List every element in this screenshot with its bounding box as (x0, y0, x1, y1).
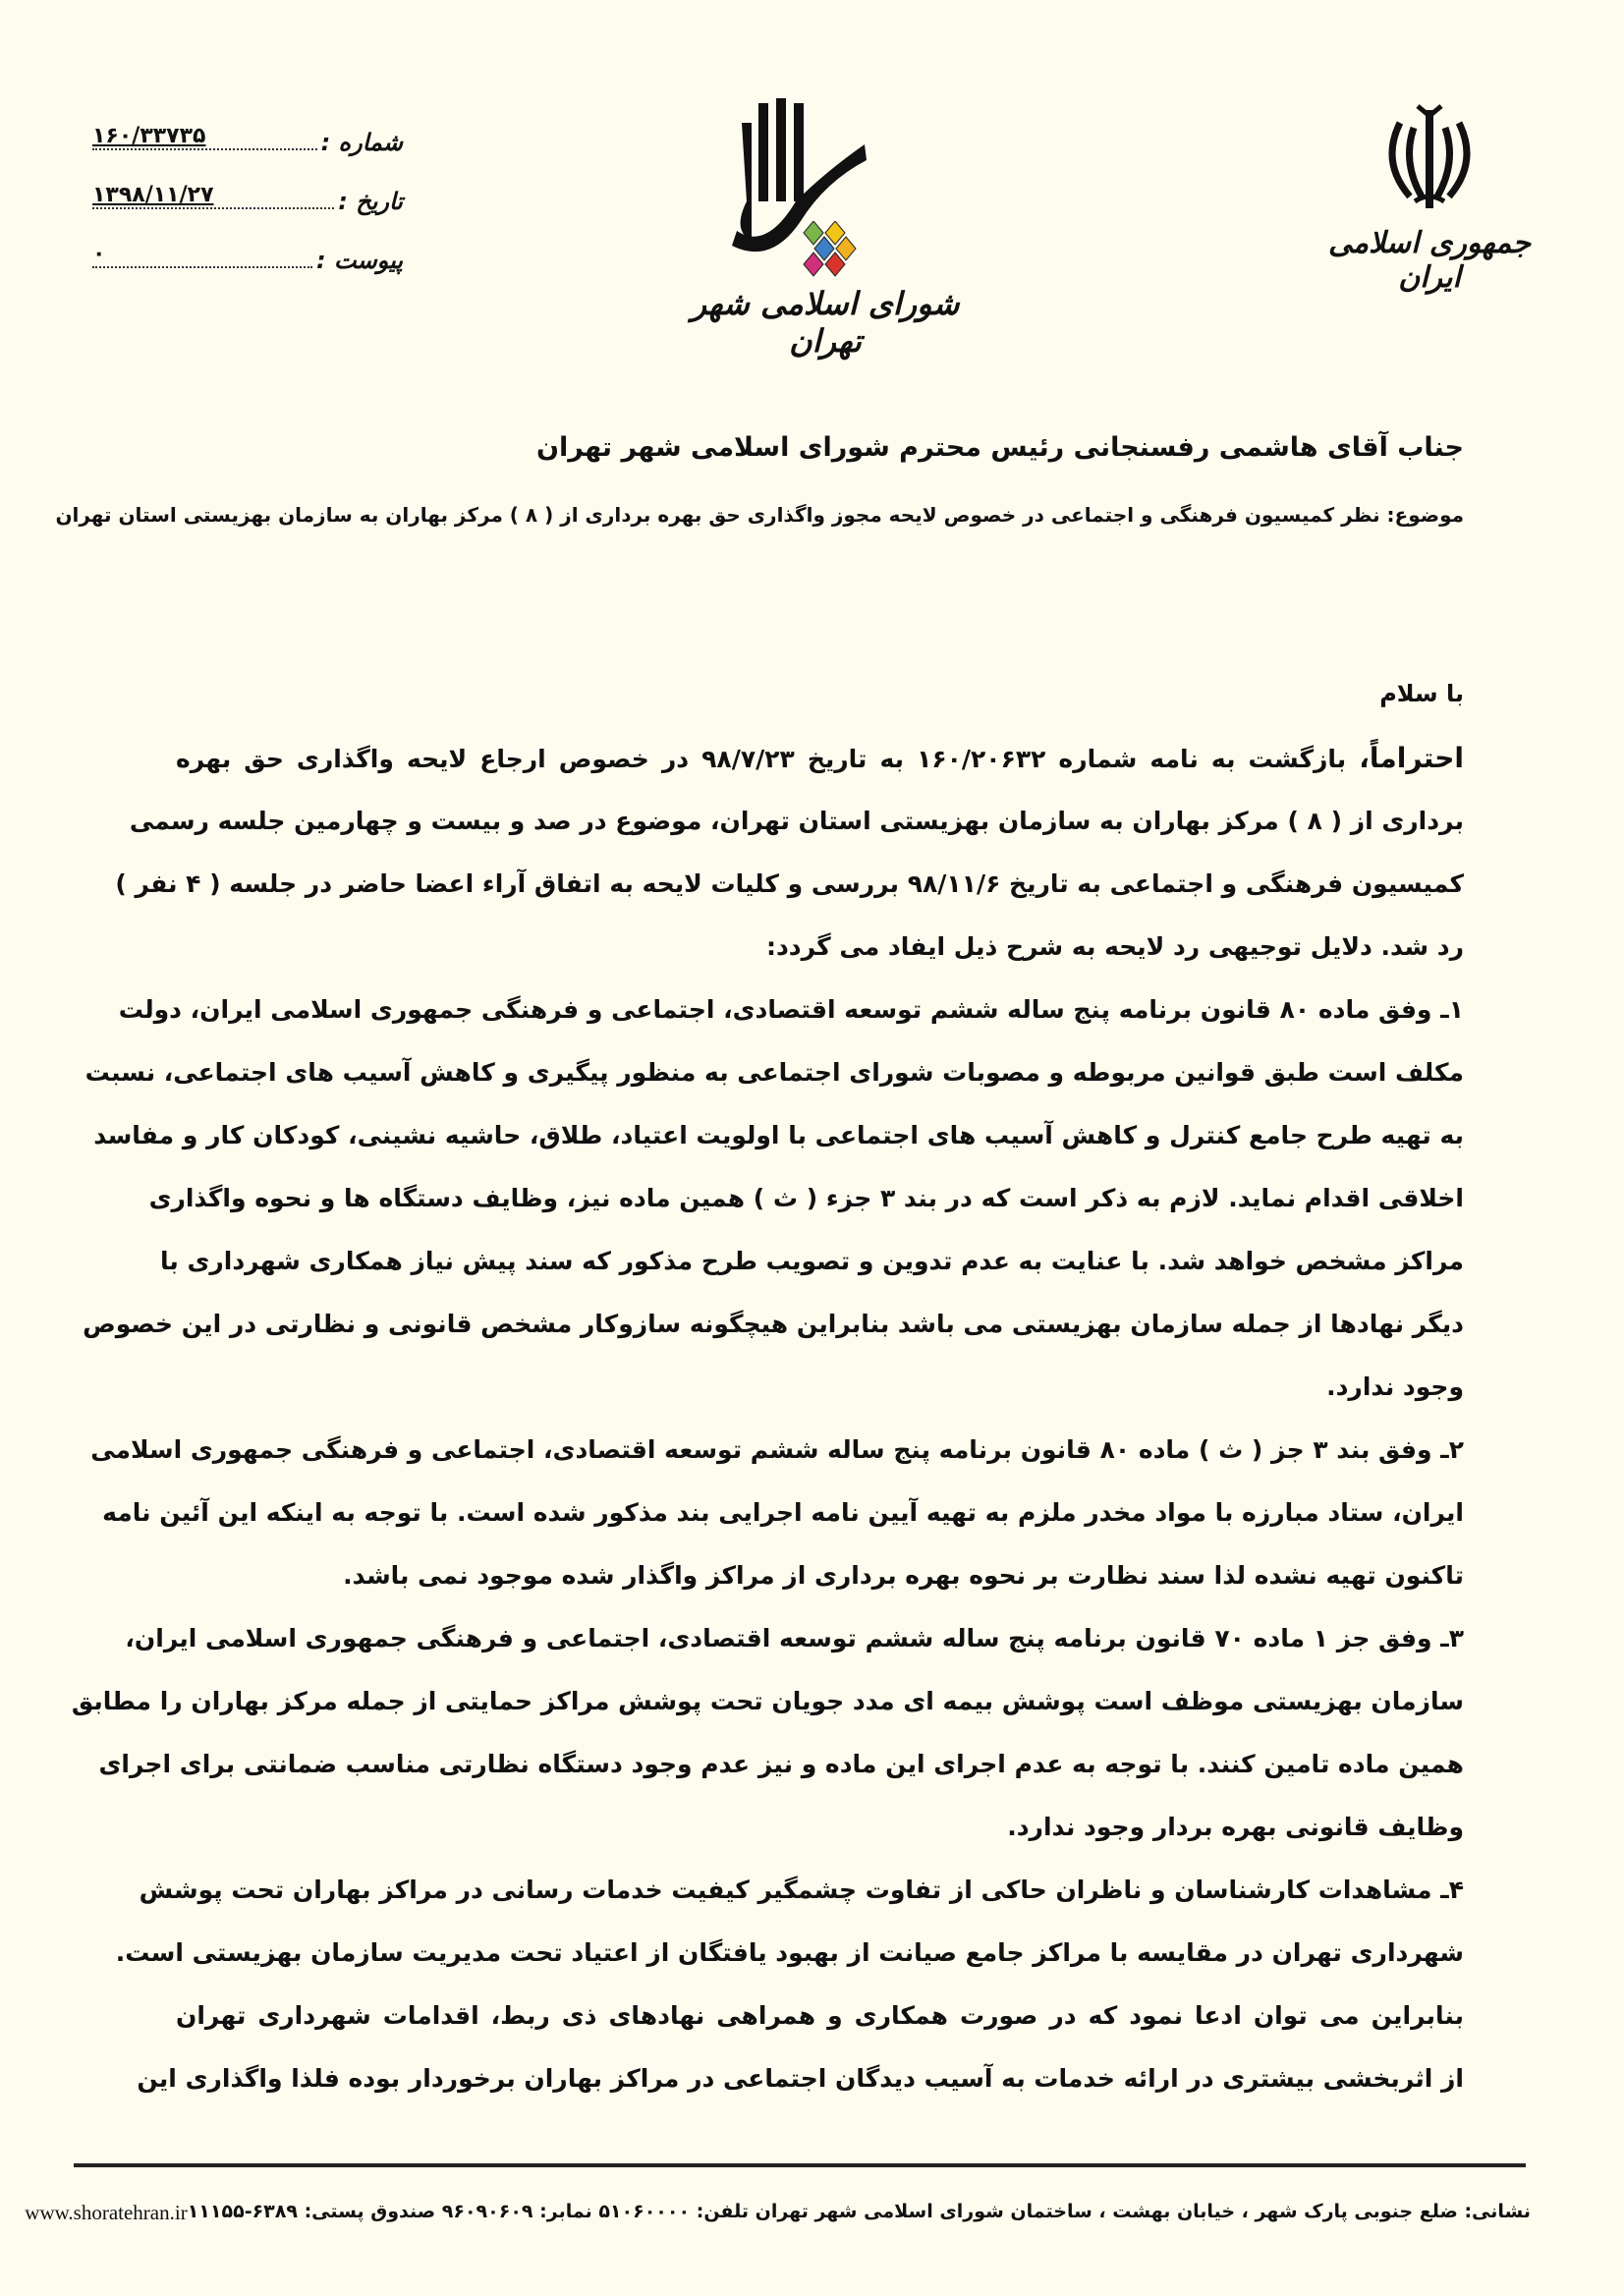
body-line: ایران، ستاد مبارزه با مواد مخدر ملزم به تهیه آیین نامه اجرایی بند مذکور شده است. با توجه به اینکه این آئین نامه (102, 1498, 1464, 1527)
body-line: بنابراین می توان ادعا نمود که در صورت همکاری و همراهی نهادهای ذی ربط، اقدامات شهرداری تهران (176, 2001, 1464, 2030)
attachment-field (88, 241, 403, 274)
body-line (176, 727, 1464, 790)
attachment-value: ۰ (92, 242, 106, 266)
letter-date-label: تاریخ : (338, 188, 403, 215)
footer-divider (74, 2163, 1526, 2167)
body-line: وظایف قانونی بهره بردار وجود ندارد. (1007, 1813, 1464, 1841)
body-line: ۱ـ وفق ماده ۸۰ قانون برنامه پنج ساله ششم توسعه اقتصادی، اجتماعی و فرهنگی جمهوری اسلامی ایران، دولت (118, 995, 1464, 1024)
council-logo-text: شورای اسلامی شهر تهران (691, 285, 960, 360)
body-line: ۲ـ وفق بند ۳ جز ( ث ) ماده ۸۰ قانون برنامه پنج ساله ششم توسعه اقتصادی، اجتماعی و فرهنگی جمهوری اسلامی (90, 1435, 1464, 1464)
body-line: ۴ـ مشاهدات کارشناسان و ناظران حاکی از تفاوت چشمگیر کیفیت خدمات رسانی در مراکز بهاران تحت پوشش (139, 1876, 1464, 1904)
iran-emblem (1316, 98, 1542, 295)
body-line: سازمان بهزیستی موظف است پوشش بیمه ای مدد جویان تحت پوشش مراکز حمایتی از جمله مرکز بهاران را مطابق (71, 1687, 1464, 1715)
letter-number-label: شماره : (320, 129, 403, 156)
body-line: رد شد. دلایل توجیهی رد لایحه به شرح ذیل ایفاد می گردد: (765, 932, 1464, 961)
iran-emblem-icon (1380, 98, 1479, 216)
opening-word: احتراماً، (1359, 742, 1464, 774)
addressee: جناب آقای هاشمی رفسنجانی رئیس محترم شورای اسلامی شهر تهران (535, 432, 1464, 463)
body-line: از اثربخشی بیشتری در ارائه خدمات به آسیب دیدگان اجتماعی در مراکز بهاران برخوردار بوده فلذا واگذاری این (137, 2064, 1464, 2093)
body-line: اخلاقی اقدام نماید. لازم به ذکر است که در بند ۳ جزء ( ث ) همین ماده نیز، وظایف دستگاه ها و نحوه واگذاری (148, 1184, 1464, 1212)
footer-address: نشانی: ضلع جنوبی پارک شهر ، خیابان بهشت ، ساختمان شورای اسلامی شهر تهران تلفن: ۵۱۰۶۰۰۰۰ نمابر: ۹۶۰۹۰۶۰۹ صندوق پستی: ۶۳۸۹-۱۱۱۵۵ (187, 2201, 1531, 2222)
body-line: مکلف است طبق قوانین مربوطه و مصوبات شورای اجتماعی به منظور پیگیری و کاهش آسیب های اجتماعی، نسبت (84, 1058, 1464, 1087)
body-line: برداری از ( ۸ ) مرکز بهاران به سازمان بهزیستی استان تهران، موضوع در صد و بیست و چهارمین جلسه رسمی (129, 807, 1464, 835)
attachment-label: پیوست : (316, 247, 403, 274)
emblem-text: جمهوری اسلامی ایران (1327, 226, 1532, 295)
footer-website[interactable]: www.shoratehran.ir (25, 2201, 188, 2224)
subject: موضوع: نظر کمیسیون فرهنگی و اجتماعی در خصوص لایحه مجوز واگذاری حق بهره برداری از ( ۸ ) مرکز بهاران به سازمان بهزیستی استان تهران (55, 503, 1464, 527)
greeting: با سلام (1379, 680, 1464, 707)
letter-number-value: ۱۶۰/۳۳۷۳۵ (92, 124, 206, 148)
body-line-text: بازگشت به نامه شماره ۱۶۰/۲۰۶۳۲ به تاریخ ۹۸/۷/۲۳ در خصوص ارجاع لایحه واگذاری حق بهره (176, 745, 1347, 773)
body-line: کمیسیون فرهنگی و اجتماعی به تاریخ ۹۸/۱۱/۶ بررسی و کلیات لایحه به اتفاق آراء اعضا حاضر در جلسه ( ۴ نفر ) (115, 869, 1464, 898)
letter-date-field (88, 182, 403, 215)
body-line: دیگر نهادها از جمله سازمان بهزیستی می باشد بنابراین هیچگونه سازوکار مشخص قانونی و نظارتی در این خصوص (83, 1310, 1464, 1338)
body-line: ۳ـ وفق جز ۱ ماده ۷۰ قانون برنامه پنج ساله ششم توسعه اقتصادی، اجتماعی و فرهنگی جمهوری اسلامی ایران، (125, 1624, 1464, 1652)
letter-date-value: ۱۳۹۸/۱۱/۲۷ (92, 183, 214, 207)
body-line: مراکز مشخص خواهد شد. با عنایت به عدم تدوین و تصویب طرح مذکور که سند پیش نیاز همکاری شهرداری با (159, 1247, 1464, 1275)
body-line: تاکنون تهیه نشده لذا سند نظارت بر نحوه بهره برداری از مراکز واگذار شده موجود نمی باشد. (343, 1561, 1464, 1590)
footer (25, 2201, 1531, 2225)
tehran-council-logo (678, 84, 973, 360)
body-line: وجود ندارد. (1326, 1372, 1464, 1401)
body-line: به تهیه طرح جامع کنترل و کاهش آسیب های اجتماعی با اولویت اعتیاد، طلاق، حاشیه نشینی، کودکان کار و مفاسد (93, 1121, 1464, 1149)
letter-body (71, 727, 1464, 2110)
body-line: همین ماده تامین کنند. با توجه به عدم اجرای این ماده و نیز عدم وجود دستگاه نظارتی مناسب ضمانتی برای اجرای (98, 1750, 1464, 1778)
letter-number-field (88, 123, 403, 156)
body-line: شهرداری تهران در مقایسه با مراکز جامع صیانت از بهبود یافتگان از اعتیاد تحت مدیریت سازمان بهزیستی است. (115, 1938, 1464, 1967)
